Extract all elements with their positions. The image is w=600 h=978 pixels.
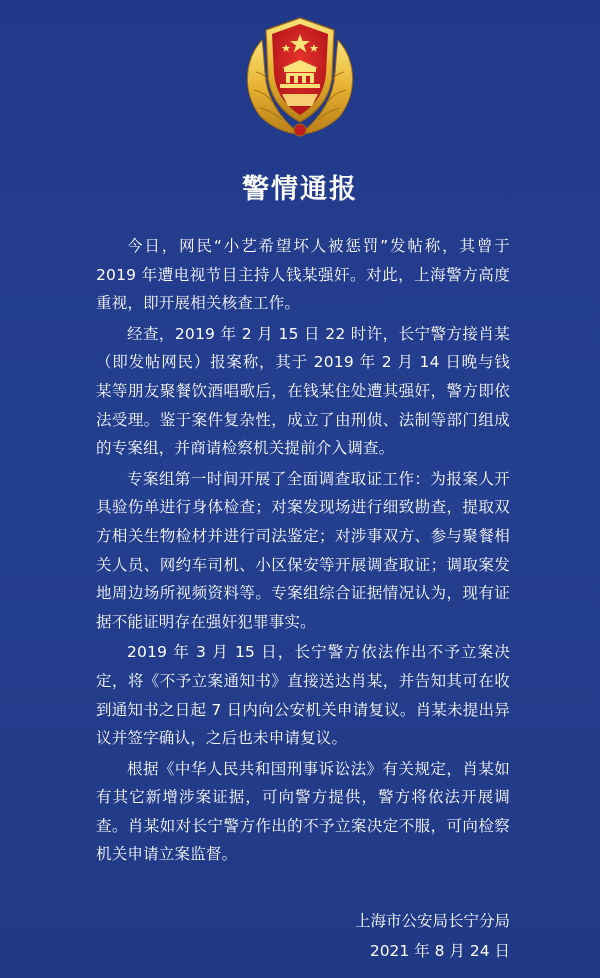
notice-title: 警情通报 (242, 174, 358, 205)
paragraph-2: 经查，2019 年 2 月 15 日 22 时许，长宁警方接肖某（即发帖网民）报案称，其于 2019 年 2 月 14 日晚与钱某等朋友聚餐饮酒唱歌后，在钱某住处遭其强奸，警方即依法受理。鉴于案件复杂性，成立了由刑侦、法制等部门组成的专案组，并商请检察机关提前介入调查。 (96, 324, 510, 458)
paragraph-4: 2019 年 3 月 15 日，长宁警方依法作出不予立案决定，将《不予立案通知书》直接送达肖某，并告知其可在收到通知书之日起 7 日内向公安机关申请复议。肖某未提出异议并签字确认，之后也未申请复议。 (96, 643, 510, 748)
police-emblem-icon (232, 12, 368, 140)
paragraph-5: 根据《中华人民共和国刑事诉讼法》有关规定，肖某如有其它新增涉案证据，可向警方提供，警方将依法开展调查。肖某如对长宁警方作出的不予立案决定不服，可向检察机关申请立案监督。 (96, 759, 510, 864)
notice-body (96, 232, 510, 871)
signature-date: 2021 年 8 月 24 日 (369, 942, 510, 960)
paragraph-1: 今日，网民“小艺希望坏人被惩罚”发帖称，其曾于 2019 年遭电视节目主持人钱某强奸。对此，上海警方高度重视，即开展相关核查工作。 (96, 237, 510, 313)
signature-org: 上海市公安局长宁分局 (354, 912, 510, 930)
signature-block (355, 906, 510, 966)
paragraph-3: 专案组第一时间开展了全面调查取证工作：为报案人开具验伤单进行身体检查；对案发现场进行细致勘查，提取双方相关生物检材并进行司法鉴定；对涉事双方、参与聚餐相关人员、网约车司机、小区保安等开展调查取证；调取案发地周边场所视频资料等。专案组综合证据情况认为，现有证据不能证明存在强奸犯罪事实。 (96, 469, 510, 631)
